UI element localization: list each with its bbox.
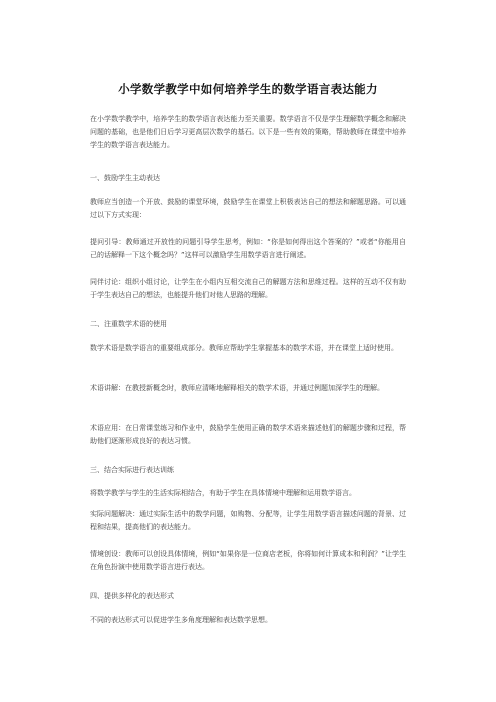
section-1-paragraph-1: 教师应当创造一个开放、鼓励的课堂环境，鼓励学生在课堂上积极表达自己的想法和解题思路。可以通过以下方式实现： — [90, 198, 406, 219]
section-heading-2: 二、注重数学术语的使用 — [90, 320, 167, 328]
section-1-paragraph-3: 同伴讨论：组织小组讨论，让学生在小组内互相交流自己的解题方法和思维过程。这样的互动不仅有助于学生表达自己的想法，也能提升他们对他人思路的理解。 — [90, 278, 406, 299]
section-2-paragraph-2: 术语讲解：在教授新概念时，教师应清晰地解释相关的数学术语，并通过例题加深学生的理解。 — [90, 384, 384, 392]
section-2-paragraph-1: 数学术语是数学语言的重要组成部分。教师应帮助学生掌握基本的数学术语，并在课堂上适时使用。 — [90, 344, 398, 352]
document-title: 小学数学教学中如何培养学生的数学语言表达能力 — [118, 82, 378, 96]
section-3-paragraph-1: 将数学教学与学生的生活实际相结合，有助于学生在具体情境中理解和运用数学语言。 — [90, 489, 356, 497]
section-1-paragraph-2: 提问引导：教师通过开放性的问题引导学生思考，例如：“你是如何得出这个答案的？”或者“你能用自己的话解释一下这个概念吗？”这样可以激励学生用数学语言进行阐述。 — [90, 238, 406, 259]
section-2-paragraph-3: 术语应用：在日常课堂练习和作业中，鼓励学生使用正确的数学术语来描述他们的解题步骤和过程，帮助他们逐渐形成良好的表达习惯。 — [90, 424, 406, 445]
section-heading-4: 四、提供多样化的表达形式 — [90, 592, 174, 600]
section-4-paragraph-1: 不同的表达形式可以促进学生多角度理解和表达数学思想。 — [90, 616, 272, 624]
section-heading-1: 一、鼓励学生主动表达 — [90, 174, 160, 182]
section-heading-3: 三、结合实际进行表达训练 — [90, 466, 174, 474]
section-3-paragraph-2: 实际问题解决：通过实际生活中的数学问题，如购物、分配等，让学生用数学语言描述问题的背景、过程和结果，提高他们的表达能力。 — [90, 510, 406, 531]
section-3-paragraph-3: 情境创设：教师可以创设具体情境，例如“如果你是一位商店老板，你将如何计算成本和利润？”让学生在角色扮演中使用数学语言进行表达。 — [90, 550, 406, 571]
intro-paragraph: 在小学数学教学中，培养学生的数学语言表达能力至关重要。数学语言不仅是学生理解数学概念和解决问题的基础，也是他们日后学习更高层次数学的基石。以下是一些有效的策略，帮助教师在课堂中培养学生的数学语言表达能力。 — [90, 115, 406, 149]
